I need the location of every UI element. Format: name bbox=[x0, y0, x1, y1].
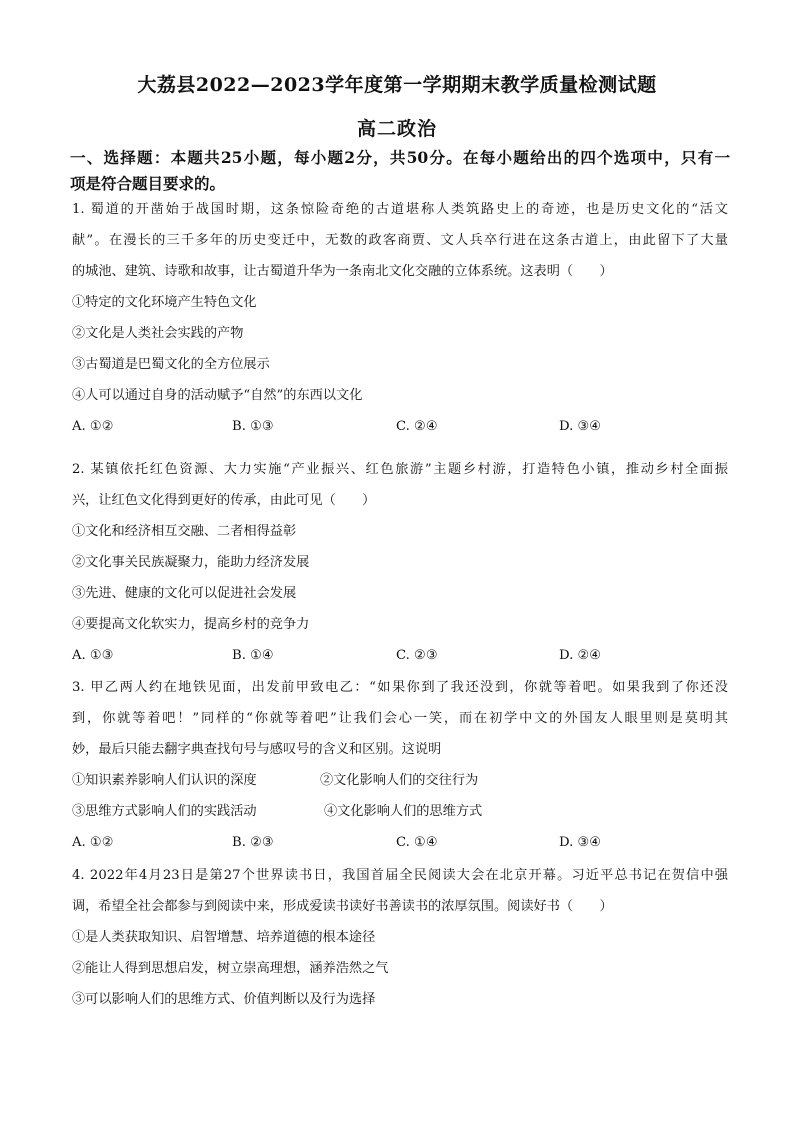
q3-stem-line: 到，你就等着吧！”同样的“你就等着吧”让我们会心一笑，而在初学中文的外国友人眼里则是莫明其 bbox=[72, 711, 728, 726]
q2-option-c[interactable]: C. ②③ bbox=[396, 648, 438, 663]
q4-item: ①是人类获取知识、启智增慧、培养道德的根本途径 bbox=[72, 930, 376, 945]
q4-item: ③可以影响人们的思维方式、价值判断以及行为选择 bbox=[72, 992, 376, 1007]
section-heading-line: 一、选择题：本题共25小题，每小题2分，共50分。在每小题给出的四个选项中，只有一 bbox=[70, 148, 730, 167]
q1-item: ②文化是人类社会实践的产物 bbox=[72, 326, 244, 341]
q3-options bbox=[72, 833, 728, 853]
q2-option-a[interactable]: A. ①③ bbox=[72, 648, 114, 663]
q4-stem-line: 4. 2022年4月23日是第27个世界读书日，我国首届全民阅读大会在北京开幕。习近平总书记在贺信中强 bbox=[72, 868, 728, 883]
exam-subject: 高二政治 bbox=[356, 118, 437, 140]
q2-item: ②文化事关民族凝聚力，能助力经济发展 bbox=[72, 555, 310, 570]
q1-stem-line: 献”。在漫长的三千多年的历史变迁中，无数的政客商贾、文人兵卒行进在这条古道上，由此留下了大量 bbox=[72, 233, 728, 248]
q3-items-row bbox=[72, 771, 728, 791]
q1-stem-line: 1. 蜀道的开凿始于战国时期，这条惊险奇绝的古道堪称人类筑路史上的奇迹，也是历史文化的“活文 bbox=[72, 202, 728, 217]
exam-title: 大荔县2022—2023学年度第一学期期末教学质量检测试题 bbox=[137, 74, 657, 96]
q4-item: ②能让人得到思想启发，树立崇高理想，涵养浩然之气 bbox=[72, 961, 389, 976]
q4-stem-line: 调，希望全社会都参与到阅读中来，形成爱读书读好书善读书的浓厚氛围。阅读好书（ ） bbox=[72, 899, 613, 914]
section-heading-line: 项是符合题目要求的。 bbox=[70, 174, 226, 193]
q2-stem-line: 2. 某镇依托红色资源、大力实施“产业振兴、红色旅游”主题乡村游，打造特色小镇，推动乡村全面振 bbox=[72, 462, 728, 477]
q1-option-d[interactable]: D. ③④ bbox=[559, 419, 602, 434]
q1-option-c[interactable]: C. ②④ bbox=[396, 419, 438, 434]
q1-options bbox=[72, 417, 728, 437]
q3-option-c[interactable]: C. ①④ bbox=[396, 835, 438, 850]
q2-item: ①文化和经济相互交融、二者相得益彰 bbox=[72, 524, 297, 539]
q3-item: ③思维方式影响人们的实践活动 bbox=[72, 804, 257, 819]
q3-item: ①知识素养影响人们认识的深度 bbox=[72, 773, 257, 788]
q2-item: ④要提高文化软实力，提高乡村的竞争力 bbox=[72, 617, 310, 632]
q2-options bbox=[72, 646, 728, 666]
section-heading bbox=[70, 145, 730, 197]
q3-item: ②文化影响人们的交往行为 bbox=[320, 773, 479, 788]
q3-option-b[interactable]: B. ②③ bbox=[232, 835, 274, 850]
q1-item: ③古蜀道是巴蜀文化的全方位展示 bbox=[72, 357, 270, 372]
q3-item: ④文化影响人们的思维方式 bbox=[324, 804, 483, 819]
q1-option-b[interactable]: B. ①③ bbox=[232, 419, 274, 434]
q1-option-a[interactable]: A. ①② bbox=[72, 419, 114, 434]
q1-item: ④人可以通过自身的活动赋予“自然”的东西以文化 bbox=[72, 388, 363, 403]
q2-stem-line: 兴，让红色文化得到更好的传承，由此可见（ ） bbox=[72, 493, 376, 508]
q3-option-a[interactable]: A. ①② bbox=[72, 835, 114, 850]
q1-item: ①特定的文化环境产生特色文化 bbox=[72, 295, 257, 310]
q1-stem-line: 的城池、建筑、诗歌和故事，让古蜀道升华为一条南北文化交融的立体系统。这表明（ ） bbox=[72, 264, 613, 279]
q2-option-b[interactable]: B. ①④ bbox=[232, 648, 274, 663]
q3-stem-line: 3. 甲乙两人约在地铁见面，出发前甲致电乙：“如果你到了我还没到，你就等着吧。如果我到了你还没 bbox=[72, 680, 728, 695]
q3-items-row bbox=[72, 802, 728, 822]
q3-stem-line: 妙，最后只能去翻字典查找句号与感叹号的含义和区别。这说明 bbox=[72, 742, 442, 757]
q2-option-d[interactable]: D. ②④ bbox=[559, 648, 602, 663]
q2-item: ③先进、健康的文化可以促进社会发展 bbox=[72, 586, 297, 601]
q3-option-d[interactable]: D. ③④ bbox=[559, 835, 602, 850]
